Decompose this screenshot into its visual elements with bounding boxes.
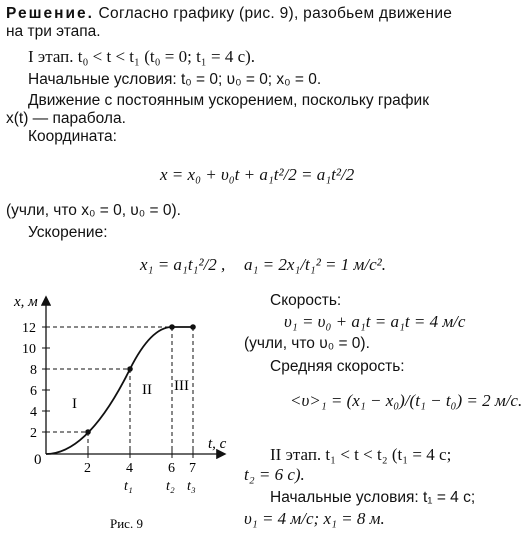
coordinate-label: Координата: — [28, 128, 117, 145]
acceleration-equation-1: x₁ = a₁t₁²/2 , — [140, 255, 226, 274]
solution-heading: Решение. — [6, 5, 94, 22]
acceleration-label: Ускорение: — [28, 224, 108, 241]
acceleration-equation-2: a₁ = 2x₁/t₁² = 1 м/с². — [244, 255, 386, 274]
y-tick-2: 2 — [30, 426, 37, 441]
y-axis-label: x, м — [14, 294, 38, 310]
x-axis-label: t, с — [208, 436, 227, 452]
x-tick-7: 7 — [189, 461, 196, 476]
stage-2-heading-cont: t₂ = 6 с). — [244, 465, 305, 484]
y-tick-8: 8 — [30, 363, 37, 378]
y-tick-10: 10 — [22, 342, 36, 357]
figure-caption: Рис. 9 — [110, 516, 143, 531]
point-t7 — [190, 324, 196, 330]
solution-intro: Согласно графику (рис. 9), разобьем движение — [93, 5, 453, 22]
region-I: I — [72, 396, 77, 412]
solution-line-1 — [6, 5, 452, 23]
t1-label: t₁ — [124, 479, 133, 494]
point-t2 — [85, 429, 91, 435]
point-t6 — [169, 324, 175, 330]
initial-conditions-1: Начальные условия: t₀ = 0; υ₀ = 0; x₀ = 0. — [28, 71, 322, 88]
motion-description-2: x(t) — парабола. — [6, 110, 126, 127]
region-III: III — [174, 378, 189, 394]
speed-equation: υ₁ = υ₀ + a₁t = a₁t = 4 м/с — [284, 312, 466, 331]
solution-line-2: на три этапа. — [6, 23, 101, 40]
t2-label: t₂ — [166, 479, 175, 494]
point-t4 — [127, 366, 133, 372]
y-tick-6: 6 — [30, 384, 37, 399]
stage-2-heading: II этап. t₁ < t < t₂ (t₁ = 4 с; — [270, 445, 452, 464]
x-tick-6: 6 — [168, 461, 175, 476]
y-tick-4: 4 — [30, 405, 37, 420]
average-speed-equation: <υ>₁ = (x₁ − x₀)/(t₁ − t₀) = 2 м/с. — [290, 391, 522, 410]
initial-conditions-2: Начальные условия: t₁ = 4 с; — [270, 489, 476, 506]
figure-9-graph — [0, 290, 240, 540]
x-ticks — [84, 450, 196, 494]
speed-label: Скорость: — [270, 292, 342, 309]
t3-label: t₃ — [187, 479, 196, 494]
y-tick-12: 12 — [22, 321, 36, 336]
x-tick-2: 2 — [84, 461, 91, 476]
initial-conditions-2-cont: υ₁ = 4 м/с; x₁ = 8 м. — [244, 509, 385, 528]
note-x0-v0: (учли, что x₀ = 0, υ₀ = 0). — [6, 202, 181, 219]
stage-1-heading: I этап. t₀ < t < t₁ (t₀ = 0; t₁ = 4 с). — [28, 47, 256, 66]
x-tick-4: 4 — [126, 461, 133, 476]
note-v0: (учли, что υ₀ = 0). — [244, 335, 370, 352]
coordinate-equation: x = x₀ + υ₀t + a₁t²/2 = a₁t²/2 — [160, 165, 355, 184]
region-II: II — [142, 382, 152, 398]
average-speed-label: Средняя скорость: — [270, 358, 405, 375]
origin-label: 0 — [34, 452, 42, 468]
x-of-t-curve — [46, 327, 193, 454]
motion-description: Движение с постоянным ускорением, поскольку график — [28, 92, 429, 109]
